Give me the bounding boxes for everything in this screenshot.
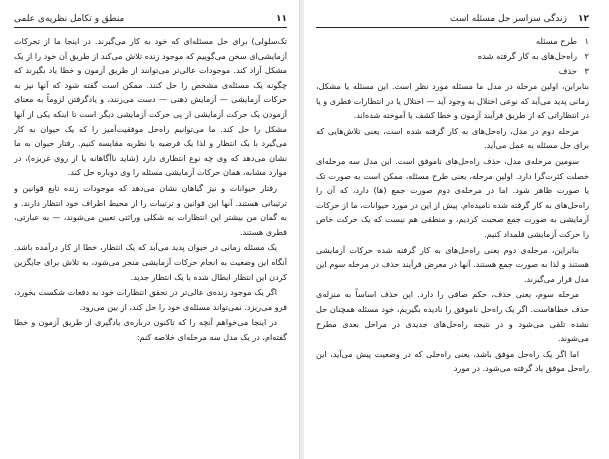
paragraph: در اینجا می‌خواهم آنچه را که تاکنون درباره‌ی یادگیری از طریق آزمون و خطا گفته‌ام، در یک مدل سه مرحله‌ای خلاصه کنم: (14, 317, 287, 342)
header-rule (316, 27, 589, 28)
paragraph: بنابراین، مرحله‌ی دوم یعنی راه‌حل‌های به کار گرفته شده حرکات آزمایشی هستند و لذا به صورت جمع هستند. آنها در معرض فرآیند حذف در مرحله سوم این مدل قرار می‌گیرند. (316, 244, 589, 284)
right-page (304, 0, 609, 459)
list-number: ۱ (584, 36, 589, 46)
running-title: زندگی سراسر حل مسئله است (450, 14, 567, 24)
paragraph: اگر یک موجود زنده‌ی عالی‌تر در تحقق انتظارات خود به دفعات شکست بخورد، فرو می‌ریزد. نمی‌تواند مسئله‌ی خود را حل کند، از بین می‌رود. (14, 287, 287, 312)
paragraph: تک‌سلولی) برای حل مسئله‌ای که خود به کار می‌گیرند. در اینجا ما از تحرکات آزمایشی‌ای سخن می‌گوییم که موجود زنده تلاش می‌کند از طریق آن خود را از یک مشکل آزاد کند. موجودات عالی‌تر می‌توانند از طریق آزمون و خطا یاد بگیرند که چگونه یک مسئله‌ی مشخص را حل کنند. ممکن است گفته شود که آنها نیز به حرکات آزمایشی — آزمایش ذهنی — دست می‌زنند، و یادگرفتن لزوماً به معنای آزمودن یک حرکت آزمایشی از پی حرکت آزمایشی دیگر است تا اینکه یکی از آنها مشکل را حل کند. ما می‌توانیم راه‌حل موفقیت‌آمیز را که یک حیوان به کار می‌گیرد با یک انتظار و لذا یک فرضیه یا نظریه مقایسه کنیم. رفتار حیوان به ما نشان می‌دهد که وی چه نوع انتظاری دارد (شاید ناآگاهانه یا از روی غریزه)، در موارد مشابه، همان حرکات آزمایشی مسئله را وی دوباره حل کند. (14, 36, 287, 178)
list-number: ۳ (584, 66, 589, 76)
paragraph: سومین مرحله‌ی مدل، حذف راه‌حل‌های ناموفق است. این مدل سه مرحله‌ای خصلت کثرت‌گرا دارد. اولین مرحله، یعنی طرح مسئله، ممکن است به صورت تک یا صورت ظاهر شود. اما در مرحله‌ی دوم صورت جمع (ها) دارد، که آن را راه‌حل‌های به کار گرفته شده نامیده‌ام. پیش از این در مورد حیوانات، ما از حرکات آزمایشی به صورت جمع صحبت کردیم، و منطقی هم نیست که یک حرکت خاص را حرکت آزمایشی قلمداد کنیم. (316, 155, 589, 239)
list-item (316, 34, 589, 49)
left-page-body (14, 34, 287, 451)
page-number: ۱۱ (276, 14, 287, 24)
right-page-body (316, 34, 589, 451)
paragraph: رفتار حیوانات و نیز گیاهان نشان می‌دهد که موجودات زنده تابع قوانین و ترتیباتی هستند. آنها این قوانین و ترتیبات را از محیط اطراف خود انتظار دارند. و به گمان من بیشتر این انتظارات به شکلی وراثتی تعیین می‌شوند، — به عبارتی، فطری هستند. (14, 182, 287, 237)
paragraph: بنابراین، اولین مرحله در مدل ما مسئله مورد نظر است. این مسئله یا مشکل، زمانی پدید می‌آید که نوعی اختلال به وجود آید — اختلال یا در انتظارات فطری و یا در انتظاراتی که از طریق فرآیند آزمون و خطا کشف یا آموخته شده‌اند. (316, 81, 589, 121)
list-item (316, 49, 589, 64)
page-number: ۱۲ (578, 14, 589, 24)
left-page (0, 0, 300, 459)
stage-list (316, 34, 589, 79)
list-label: طرح مسئله (535, 36, 577, 46)
paragraph: یک مسئله زمانی در حیوان پدید می‌آید که یک انتظار، خطا از کار درآمده باشد. آنگاه این وضعیت به انجام حرکات آزمایشی منجر می‌شود، به تلاش برای جایگزین کردن این انتظار ابطال شده با یک انتظار جدید. (14, 242, 287, 282)
list-item (316, 64, 589, 79)
list-label: راه‌حل‌های به کار گرفته شده (477, 51, 577, 61)
running-title: منطق و تکامل نظریه‌ی علمی (14, 14, 125, 24)
paragraph: اما اگر یک راه‌حل موفق باشد، یعنی راه‌حلی که در وضعیت پیش می‌آید، این راه‌حل موفق یاد گرفته می‌شود. در مورد (316, 348, 589, 374)
list-number: ۲ (584, 51, 589, 61)
header-rule (14, 27, 287, 28)
paragraph: مرحله سوم، یعنی حذف، حکم صافی را دارد. این حذف اساساً به منزله‌ی حذف خطاهاست. اگر یک راه‌حل ناموفق را نادیده بگیریم، خود مسئله همچنان حل نشده تلقی می‌شود و در نتیجه راه‌حل‌های جدیدی در مراحل بعدی مطرح می‌شوند. (316, 289, 589, 344)
list-label: حذف (558, 66, 577, 76)
right-page-header (316, 12, 589, 26)
paragraph: مرحله دوم در مدل، راه‌حل‌های به کار گرفته شده است، یعنی تلاش‌هایی که برای حل مسئله به عمل می‌آید. (316, 125, 589, 151)
left-page-header (14, 12, 287, 26)
